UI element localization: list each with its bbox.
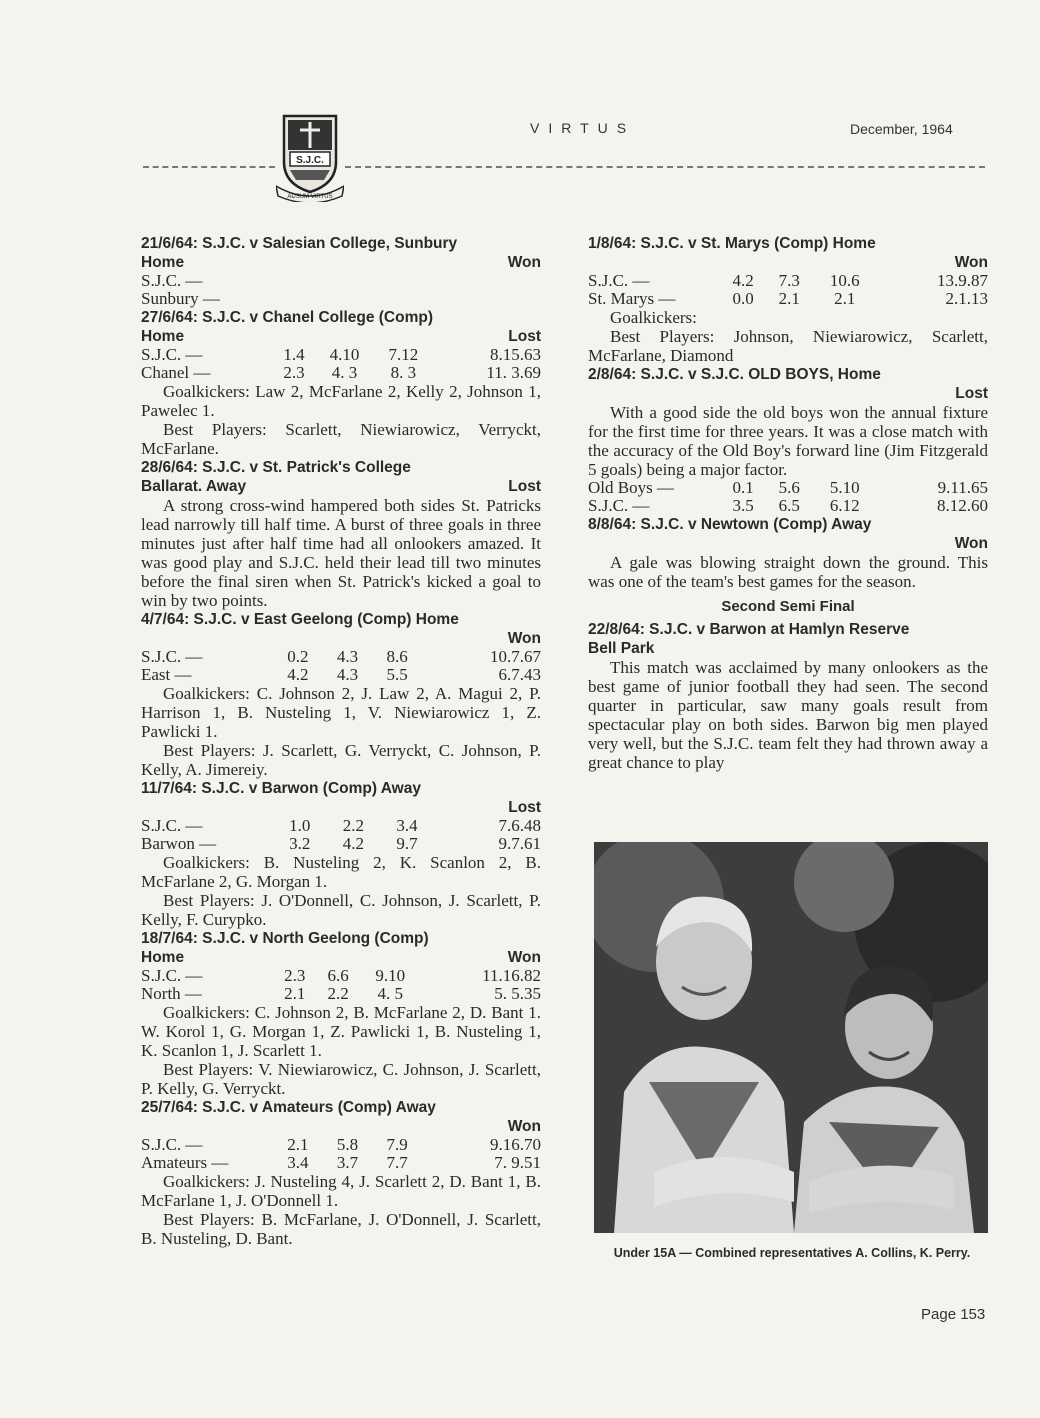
match-heading bbox=[141, 610, 541, 648]
match-report bbox=[141, 234, 541, 308]
quarter-score: 7.7 bbox=[386, 1153, 408, 1172]
final-score: 9.16.70 bbox=[490, 1135, 541, 1154]
match-title: 22/8/64: S.J.C. v Barwon at Hamlyn Reserve bbox=[588, 621, 910, 638]
match-venue: Home bbox=[141, 254, 185, 271]
team-name: Chanel — bbox=[141, 363, 211, 382]
score-table bbox=[141, 817, 541, 853]
quarter-score: 2.3 bbox=[283, 363, 305, 382]
match-result: Won bbox=[954, 535, 988, 552]
header-rule-right bbox=[345, 166, 985, 168]
quarter-score: 4. 5 bbox=[377, 984, 403, 1003]
score-row bbox=[141, 346, 541, 364]
quarter-score bbox=[273, 290, 340, 308]
match-heading bbox=[588, 620, 988, 658]
match-text: Best Players: V. Niewiarowicz, C. Johnson, J. Scarlett, P. Kelly, G. Verryckt. bbox=[141, 1060, 541, 1098]
score-table bbox=[141, 272, 541, 308]
magazine-title: VIRTUS bbox=[530, 120, 636, 136]
quarter-score: 3.7 bbox=[336, 1153, 359, 1172]
match-text: Best Players: Johnson, Niewiarowicz, Scarlett, McFarlane, Diamond bbox=[588, 327, 988, 365]
team-name: Barwon — bbox=[141, 834, 217, 853]
match-heading bbox=[588, 515, 988, 553]
match-heading bbox=[141, 1098, 541, 1136]
team-name: S.J.C. — bbox=[141, 345, 203, 364]
score-table bbox=[141, 1136, 541, 1172]
quarter-score: 3.4 bbox=[396, 816, 418, 835]
section-title: Second Semi Final bbox=[721, 598, 855, 615]
quarter-score: 4.3 bbox=[336, 647, 359, 666]
crest-text: S.J.C. bbox=[296, 155, 324, 166]
match-title: 2/8/64: S.J.C. v S.J.C. OLD BOYS, Home bbox=[588, 366, 881, 383]
quarter-score bbox=[340, 290, 407, 308]
team-name: S.J.C. — bbox=[588, 271, 650, 290]
quarter-score: 5.10 bbox=[829, 478, 860, 497]
score-row bbox=[588, 290, 988, 308]
quarter-score: 6.6 bbox=[327, 966, 349, 985]
final-score: 13.9.87 bbox=[937, 271, 988, 290]
match-title: 21/6/64: S.J.C. v Salesian College, Sunbury bbox=[141, 235, 458, 252]
final-score: 9.11.65 bbox=[937, 478, 988, 497]
team-name: Old Boys — bbox=[588, 478, 674, 497]
issue-date: December, 1964 bbox=[850, 121, 953, 137]
match-result: Lost bbox=[508, 478, 541, 495]
quarter-score: 7.9 bbox=[386, 1135, 408, 1154]
match-text: Goalkickers: B. Nusteling 2, K. Scanlon 2, B. McFarlane 2, G. Morgan 1. bbox=[141, 853, 541, 891]
match-report bbox=[141, 610, 541, 779]
final-score: 5. 5.35 bbox=[494, 984, 541, 1003]
match-title: 11/7/64: S.J.C. v Barwon (Comp) Away bbox=[141, 780, 421, 797]
score-row bbox=[588, 272, 988, 290]
match-result: Won bbox=[507, 630, 541, 647]
match-heading bbox=[141, 929, 541, 967]
quarter-score: 5.8 bbox=[336, 1135, 359, 1154]
crest-scroll: ADSUM VIRTUS bbox=[287, 194, 333, 200]
match-text: With a good side the old boys won the annual fixture for the first time for three years. It was a close match with the accuracy of the Old Boy's forward line (Jim Fitzgerald 5 goals) being a major factor. bbox=[588, 403, 988, 479]
team-name: Amateurs — bbox=[141, 1153, 229, 1172]
quarter-score: 2.2 bbox=[342, 816, 365, 835]
match-text: Goalkickers: bbox=[610, 308, 697, 327]
page-number: Page 153 bbox=[921, 1306, 986, 1323]
match-text: This match was acclaimed by many onlookers as the best game of junior football they had seen. The second quarter in particular, saw many goals result from spectacular play on both sides. Barwon big men played very well, but the S.J.C. team felt they had thrown away a great chance to play bbox=[588, 658, 988, 772]
quarter-score: 3.2 bbox=[289, 834, 311, 853]
team-name: S.J.C. — bbox=[141, 647, 203, 666]
match-text: A strong cross-wind hampered both sides St. Patricks lead narrowly till half time. A burst of three goals in three minutes just after half time had all onlookers amazed. It was good play and S.J.C. held their lead till two minutes before the final siren when St. Patrick's kicked a goal to win by two points. bbox=[141, 496, 541, 610]
score-row bbox=[141, 272, 541, 290]
quarter-score bbox=[273, 272, 340, 290]
team-name: S.J.C. — bbox=[588, 496, 650, 515]
match-text: Best Players: J. O'Donnell, C. Johnson, J. Scarlett, P. Kelly, F. Curypko. bbox=[141, 891, 541, 929]
team-name: St. Marys — bbox=[588, 289, 676, 308]
final-score: 7. 9.51 bbox=[494, 1153, 541, 1172]
final-score: 10.7.67 bbox=[490, 647, 541, 666]
quarter-score: 9.10 bbox=[375, 966, 406, 985]
quarter-score: 10.6 bbox=[829, 271, 860, 290]
quarter-score bbox=[340, 272, 407, 290]
score-row bbox=[141, 817, 541, 835]
match-result: Lost bbox=[508, 799, 541, 816]
quarter-score bbox=[407, 290, 474, 308]
final-score: 8.15.63 bbox=[490, 345, 541, 364]
match-venue: Ballarat. Away bbox=[141, 478, 247, 495]
score-table bbox=[588, 479, 988, 515]
quarter-score: 7.3 bbox=[778, 271, 800, 290]
match-title: 28/6/64: S.J.C. v St. Patrick's College bbox=[141, 459, 411, 476]
score-table bbox=[141, 967, 541, 1003]
team-name: North — bbox=[141, 984, 202, 1003]
quarter-score: 6.5 bbox=[778, 496, 800, 515]
quarter-score: 9.7 bbox=[396, 834, 418, 853]
team-name: East — bbox=[141, 665, 192, 684]
quarter-score: 6.12 bbox=[829, 496, 860, 515]
final-score: 8.12.60 bbox=[937, 496, 988, 515]
team-name: Sunbury — bbox=[141, 289, 220, 308]
team-photo bbox=[594, 842, 988, 1233]
score-row bbox=[141, 1154, 541, 1172]
quarter-score: 4.2 bbox=[342, 834, 365, 853]
score-row bbox=[141, 364, 541, 382]
quarter-score: 3.5 bbox=[732, 496, 754, 515]
match-text: Goalkickers: J. Nusteling 4, J. Scarlett 2, D. Bant 1, B. McFarlane 1, J. O'Donnell 1. bbox=[141, 1172, 541, 1210]
team-name: S.J.C. — bbox=[141, 816, 203, 835]
match-result: Lost bbox=[508, 328, 541, 345]
match-heading bbox=[588, 234, 988, 272]
match-report bbox=[141, 458, 541, 610]
quarter-score bbox=[407, 272, 474, 290]
match-title: 18/7/64: S.J.C. v North Geelong (Comp) bbox=[141, 930, 429, 947]
final-score: 11. 3.69 bbox=[486, 363, 541, 382]
score-table bbox=[141, 648, 541, 684]
quarter-score: 2.1 bbox=[284, 984, 306, 1003]
quarter-score: 4.2 bbox=[732, 271, 754, 290]
score-row bbox=[141, 985, 541, 1003]
school-crest-icon bbox=[276, 110, 344, 202]
score-row bbox=[141, 648, 541, 666]
match-report bbox=[588, 365, 988, 515]
quarter-score: 2.2 bbox=[327, 984, 349, 1003]
left-column bbox=[141, 234, 541, 1248]
final-score bbox=[474, 272, 541, 290]
photo-caption: Under 15A — Combined representatives A. Collins, K. Perry. bbox=[613, 1246, 971, 1260]
match-title: 1/8/64: S.J.C. v St. Marys (Comp) Home bbox=[588, 235, 876, 252]
quarter-score: 4. 3 bbox=[331, 363, 358, 382]
quarter-score: 4.2 bbox=[287, 665, 309, 684]
quarter-score: 3.4 bbox=[287, 1153, 309, 1172]
quarter-score: 2.1 bbox=[834, 289, 856, 308]
quarter-score: 4.3 bbox=[336, 665, 359, 684]
match-report bbox=[141, 929, 541, 1098]
match-text: Best Players: B. McFarlane, J. O'Donnell, J. Scarlett, B. Nusteling, D. Bant. bbox=[141, 1210, 541, 1248]
score-row bbox=[141, 666, 541, 684]
score-row bbox=[141, 1136, 541, 1154]
quarter-score: 0.2 bbox=[287, 647, 309, 666]
match-venue: Home bbox=[141, 328, 185, 345]
quarter-score: 2.3 bbox=[284, 966, 306, 985]
quarter-score: 4.10 bbox=[329, 345, 360, 364]
match-text: Best Players: Scarlett, Niewiarowicz, Verryckt, McFarlane. bbox=[141, 420, 541, 458]
final-score: 9.7.61 bbox=[498, 834, 541, 853]
score-row bbox=[141, 967, 541, 985]
two-boys-photo-illustration bbox=[594, 842, 988, 1233]
quarter-score: 5.5 bbox=[386, 665, 408, 684]
score-row bbox=[141, 835, 541, 853]
quarter-score: 8. 3 bbox=[390, 363, 417, 382]
match-title: 4/7/64: S.J.C. v East Geelong (Comp) Home bbox=[141, 611, 459, 628]
score-row bbox=[588, 479, 988, 497]
match-report bbox=[141, 308, 541, 458]
right-column bbox=[588, 234, 988, 772]
match-heading bbox=[141, 779, 541, 817]
match-report bbox=[588, 234, 988, 365]
final-score bbox=[474, 290, 541, 308]
quarter-score: 0.1 bbox=[732, 478, 754, 497]
match-heading bbox=[141, 234, 541, 272]
team-name: S.J.C. — bbox=[141, 271, 203, 290]
quarter-score: 8.6 bbox=[386, 647, 408, 666]
final-score: 2.1.13 bbox=[945, 289, 988, 308]
match-heading bbox=[141, 458, 541, 496]
match-title: 25/7/64: S.J.C. v Amateurs (Comp) Away bbox=[141, 1099, 436, 1116]
match-report bbox=[141, 779, 541, 929]
quarter-score: 5.6 bbox=[778, 478, 800, 497]
match-text: Goalkickers: C. Johnson 2, J. Law 2, A. Magui 2, P. Harrison 1, B. Nusteling 1, V. Niewiarowicz 1, Z. Pawlicki 1. bbox=[141, 684, 541, 741]
quarter-score: 7.12 bbox=[388, 345, 419, 364]
match-result: Won bbox=[507, 949, 541, 966]
match-venue: Bell Park bbox=[588, 640, 655, 657]
final-score: 7.6.48 bbox=[498, 816, 541, 835]
semi-final-report bbox=[588, 620, 988, 772]
match-result: Won bbox=[507, 254, 541, 271]
match-text: Goalkickers: C. Johnson 2, B. McFarlane 2, D. Bant 1. W. Korol 1, G. Morgan 1, Z. Pawlicki 1, B. Nusteling 1, K. Scanlon 1, J. Scarlett 1. bbox=[141, 1003, 541, 1060]
match-report bbox=[588, 515, 988, 591]
score-row bbox=[141, 290, 541, 308]
quarter-score: 2.1 bbox=[778, 289, 800, 308]
final-score: 11.16.82 bbox=[482, 966, 541, 985]
match-result: Won bbox=[507, 1118, 541, 1135]
match-title: 27/6/64: S.J.C. v Chanel College (Comp) bbox=[141, 309, 433, 326]
match-result: Won bbox=[954, 254, 988, 271]
match-report bbox=[141, 1098, 541, 1248]
match-heading bbox=[141, 308, 541, 346]
quarter-score: 0.0 bbox=[732, 289, 754, 308]
match-venue: Home bbox=[141, 949, 185, 966]
header-rule-left bbox=[143, 166, 275, 168]
score-table bbox=[141, 346, 541, 382]
team-name: S.J.C. — bbox=[141, 1135, 203, 1154]
final-score: 6.7.43 bbox=[498, 665, 541, 684]
team-name: S.J.C. — bbox=[141, 966, 203, 985]
quarter-score: 1.0 bbox=[289, 816, 311, 835]
quarter-score: 2.1 bbox=[287, 1135, 309, 1154]
match-text: Goalkickers: Law 2, McFarlane 2, Kelly 2, Johnson 1, Pawelec 1. bbox=[141, 382, 541, 420]
score-table bbox=[588, 272, 988, 308]
match-heading bbox=[588, 365, 988, 403]
score-row bbox=[588, 497, 988, 515]
match-text: A gale was blowing straight down the ground. This was one of the team's best games for the season. bbox=[588, 553, 988, 591]
match-result: Lost bbox=[955, 385, 988, 402]
quarter-score: 1.4 bbox=[283, 345, 305, 364]
match-title: 8/8/64: S.J.C. v Newtown (Comp) Away bbox=[588, 516, 872, 533]
match-text: Best Players: J. Scarlett, G. Verryckt, C. Johnson, P. Kelly, A. Jimereiy. bbox=[141, 741, 541, 779]
